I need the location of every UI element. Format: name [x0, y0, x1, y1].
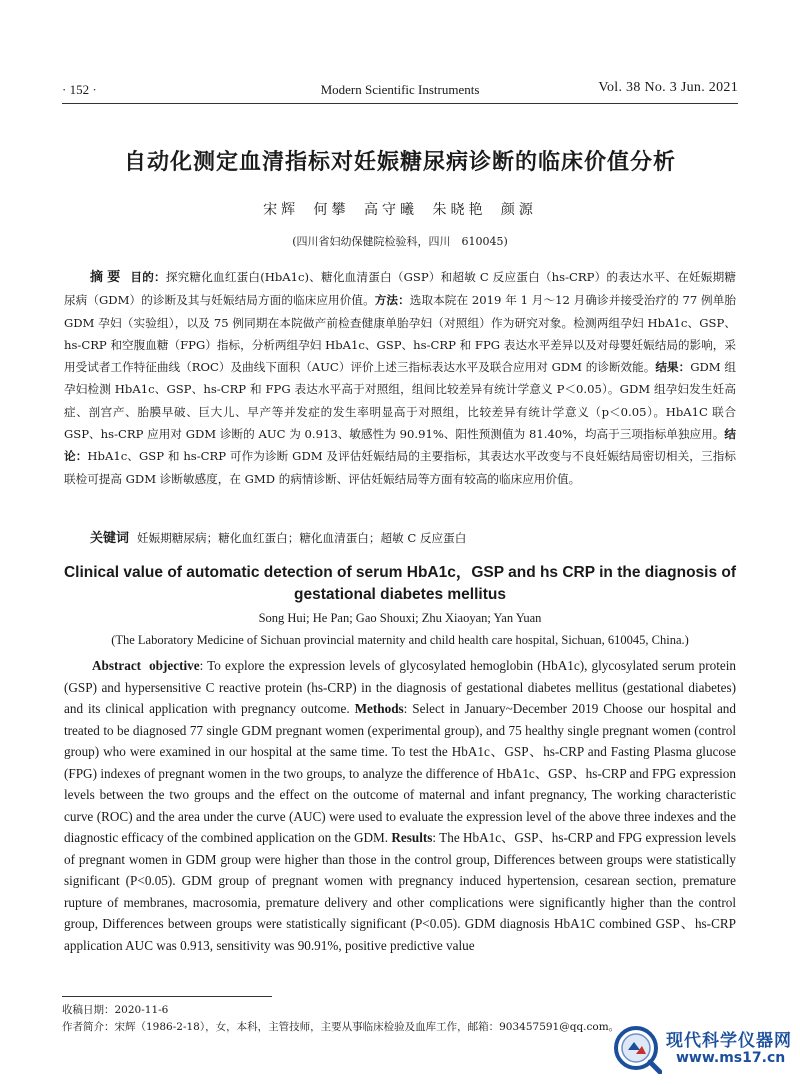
english-title: Clinical value of automatic detection of serum HbA1c，GSP and hs CRP in the diagnosis of gestational diabetes mellitus: [63, 564, 737, 603]
footnotes: [62, 1002, 619, 1036]
chinese-keywords: [64, 527, 736, 546]
footnote-rule: [62, 996, 272, 997]
received-date: 收稿日期：2020-11-6: [62, 1004, 169, 1016]
chinese-title: 自动化测定血清指标对妊娠糖尿病诊断的临床价值分析: [123, 149, 676, 175]
conclusion-label: 结论：: [64, 427, 736, 464]
abstract-label: 摘要: [90, 270, 125, 285]
page-number: · 152 ·: [62, 82, 97, 97]
results-text-en: : The HbA1c、GSP、hs-CRP and FPG expression levels of pregnant women in GDM group were higher than those in the control group, Differences between groups were statistically significant (P<0.05). GDM group of pregnant women with pregnancy induced hypertension, cesarean section, premature rupture of membranes, macrosomia, premature delivery and other complications were significantly higher than the control group, Differences between groups were statistically significant (P<0.05). GDM diagnosis HbA1C combined GSP、hs-CRP application AUC was 0.913, sensitivity was 90.91%, positive predictive value: [64, 830, 736, 953]
methods-label: 方法：: [374, 293, 410, 308]
issue-info: Vol. 38 No. 3 Jun. 2021: [598, 80, 738, 95]
conclusion-text: HbA1c、GSP 和 hs-CRP 可作为诊断 GDM 及评估妊娠结局的主要指标，其表达水平改变与不良妊娠结局密切相关，三指标联检可提高 GDM 诊断敏感度，在 GMD 的病情诊断、评估妊娠结局等方面有较高的临床应用价值。: [64, 449, 736, 486]
english-authors: Song Hui; He Pan; Gao Shouxi; Zhu Xiaoyan; Yan Yuan: [258, 611, 542, 625]
keywords-text: 妊娠期糖尿病；糖化血红蛋白；糖化血清蛋白；超敏 C 反应蛋白: [137, 531, 467, 545]
english-affiliation: (The Laboratory Medicine of Sichuan provincial maternity and child health care hospital, Sichuan, 610045, China.): [111, 633, 689, 647]
objective-label: 目的：: [130, 270, 166, 284]
objective-text-en: : To explore the expression levels of glycosylated hemoglobin (HbA1c), glycosylated serum protein (GSP) and hypersensitive C reactive protein (hs-CRP) in the diagnosis of gestational diabetes mellitus (gestational diabetes) and its clinical application with pregnancy outcome.: [64, 658, 736, 716]
results-label-en: Results: [391, 830, 433, 845]
author-info: 作者简介：宋辉（1986-2-18），女，本科，主管技师，主要从事临床检验及血库工作，邮箱：903457591@qq.com。: [62, 1021, 620, 1033]
journal-name: Modern Scientific Instruments: [320, 82, 480, 97]
header-rule: [62, 103, 738, 104]
chinese-affiliation: (四川省妇幼保健院检验科，四川 610045): [292, 235, 508, 248]
results-text: GDM 组孕妇检测 HbA1c、GSP、hs-CRP 和 FPG 表达水平高于对照组，组间比较差异有统计学意义 P＜0.05）。GDM 组孕妇发生妊高症、剖宫产、胎膜早破、巨大儿、早产等并发症的发生率明显高于对照组，比较差异有统计学意义（p＜0.05）。HbA1C 联合 GSP、hs-CRP 应用对 GDM 诊断的 AUC 为 0.913、敏感性为 90.91%、阳性预测值为 81.40%，均高于三项指标单独应用。: [64, 360, 736, 442]
objective-label-en: objective: [149, 658, 200, 673]
chinese-abstract: [64, 266, 736, 490]
keywords-label: 关键词: [90, 531, 130, 546]
magnifier-logo-icon: [612, 1024, 662, 1074]
watermark-url: www.ms17.cn: [676, 1050, 786, 1066]
site-watermark: [612, 1022, 792, 1074]
watermark-name: 现代科学仪器网: [666, 1031, 792, 1051]
objective-text: 探究糖化血红蛋白(HbA1c)、糖化血清蛋白（GSP）和超敏 C 反应蛋白（hs-CRP）的表达水平、在妊娠期糖尿病（GDM）的诊断及其与妊娠结局方面的临床应用价值。: [64, 270, 736, 308]
methods-text: 选取本院在 2019 年 1 月～12 月确诊并接受治疗的 77 例单胎 GDM 孕妇（实验组），以及 75 例同期在本院做产前检查健康单胎孕妇（对照组）作为研究对象。检测两组孕妇 HbA1c、GSP、hs-CRP 和空腹血糖（FPG）指标，分析两组孕妇 HbA1c、GSP、hs-CRP 和 FPG 表达水平差异以及对母婴妊娠结局的影响，采用受试者工作特征曲线（ROC）及曲线下面积（AUC）评价上述三指标表达水平及联合应用对 GDM 的诊断效能。: [64, 293, 736, 375]
results-label: 结果：: [655, 360, 691, 375]
methods-label-en: Methods: [354, 701, 404, 716]
abstract-label-en: Abstract: [92, 658, 142, 673]
running-header: [62, 80, 738, 100]
chinese-authors: 宋辉 何攀 高守曦 朱晓艳 颜源: [263, 202, 537, 218]
methods-text-en: : Select in January~December 2019 Choose our hospital and treated to be diagnosed 77 single GDM pregnant women (experimental group), and 75 healthy single pregnant women (control group) who were examined in our hospital at the same time. To test the HbA1c、GSP、hs-CRP and Fasting Plasma glucose (FPG) indexes of pregnant women in the two groups, to analyze the difference of HbA1c、GSP、hs-CRP and FPG expression levels between the two groups and the effect on the outcome of maternal and infant pregnancy, The working characteristic curve (ROC) and the area under the curve (AUC) were used to evaluate the expression level of the above three indexes and the diagnostic efficacy of the combined application on the GDM.: [64, 701, 736, 845]
english-abstract: [64, 655, 736, 956]
